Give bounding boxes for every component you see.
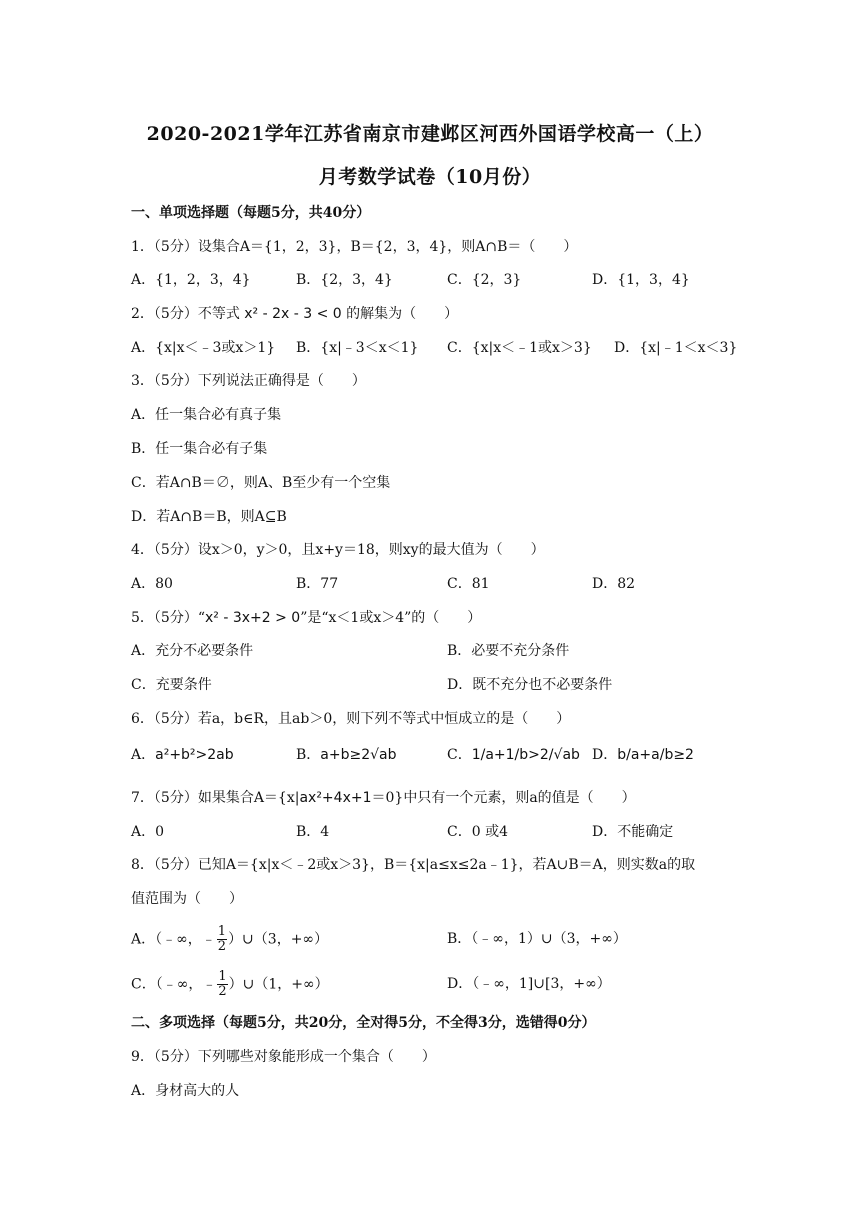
q1-option-c: C．{2，3} — [447, 272, 522, 288]
q6-option-a-label: A． — [131, 747, 156, 763]
q9-option-a: A．身材高大的人 — [131, 1083, 240, 1099]
q8-stem: 8．（5分）已知A＝{x|x＜﹣2或x＞3}，B＝{x|a≤x≤2a﹣1}，若A∪B＝A，则实数a的取 — [131, 857, 696, 873]
q7-stem-post: ＝0}中只有一个元素，则a的值是（ ） — [371, 790, 636, 806]
q1-option-d: D．{1，3，4} — [592, 272, 690, 288]
q4-option-c: C．81 — [447, 576, 490, 592]
q8-option-c — [131, 970, 329, 999]
q3-option-b: B．任一集合必有子集 — [131, 441, 268, 457]
q7-option-b: B．4 — [296, 824, 330, 840]
q8-option-d: D．（﹣∞，1]∪[3，+∞） — [447, 976, 611, 992]
q5-option-b: B．必要不充分条件 — [447, 643, 570, 659]
q8-option-a-num: 1 — [217, 924, 227, 939]
q7-stem — [131, 788, 636, 808]
q8-option-a-fraction — [217, 925, 227, 954]
q5-stem — [131, 608, 481, 628]
q6-option-c-label: C． — [447, 747, 472, 763]
q2-option-c: C．{x|x＜﹣1或x＞3} — [447, 340, 592, 356]
q6-option-d — [592, 745, 694, 765]
q8-option-c-num: 1 — [218, 969, 227, 984]
section-single-choice: 一、单项选择题（每题5分，共40分） — [131, 205, 371, 221]
q8-option-c-post: ）∪（1，+∞） — [228, 976, 329, 993]
q2-stem — [131, 304, 458, 324]
q8-option-a-den: 2 — [217, 939, 227, 954]
q8-stem-continued: 值范围为（ ） — [131, 891, 243, 907]
q3-option-d: D．若A∩B＝B，则A⊆B — [131, 509, 287, 525]
q8-option-b: B．（﹣∞，1）∪（3，+∞） — [447, 931, 627, 947]
q2-inequality: x² - 2x - 3 < 0 — [244, 306, 342, 322]
q7-expression: ax²+4x+1 — [299, 790, 372, 806]
q2-option-a: A．{x|x＜﹣3或x＞1} — [131, 340, 276, 356]
q2-option-b: B．{x|﹣3＜x＜1} — [296, 340, 419, 356]
exam-title-line2: 月考数学试卷（10月份） — [318, 166, 542, 188]
q6-option-c — [447, 745, 580, 765]
q5-inequality: x² - 3x+2 > 0 — [204, 610, 301, 626]
q7-option-a: A．0 — [131, 824, 165, 840]
q5-option-a: A．充分不必要条件 — [131, 643, 254, 659]
q4-option-a: A．80 — [131, 576, 173, 592]
q8-option-a — [131, 925, 328, 954]
q8-option-c-den: 2 — [218, 984, 227, 999]
q1-stem: 1．（5分）设集合A＝{1，2，3}，B＝{2，3，4}，则A∩B＝（ ） — [131, 239, 578, 255]
q7-stem-pre: 7．（5分）如果集合A＝{x| — [131, 790, 300, 806]
q3-option-c: C．若A∩B＝∅，则A、B至少有一个空集 — [131, 475, 391, 491]
q8-option-c-pre: C．（﹣∞，﹣ — [131, 976, 217, 993]
q6-option-a-expr: a²+b²>2ab — [155, 747, 234, 763]
q1-option-a: A．{1，2，3，4} — [131, 272, 251, 288]
q6-option-d-expr: b/a+a/b≥2 — [617, 747, 694, 763]
q6-stem: 6．（5分）若a，b∈R，且ab＞0，则下列不等式中恒成立的是（ ） — [131, 711, 571, 727]
q6-option-b-label: B． — [296, 747, 321, 763]
q9-stem: 9．（5分）下列哪些对象能形成一个集合（ ） — [131, 1049, 436, 1065]
q1-option-b: B．{2，3，4} — [296, 272, 393, 288]
q6-option-c-expr: 1/a+1/b>2/√ab — [471, 747, 580, 763]
q3-stem: 3．（5分）下列说法正确得是（ ） — [131, 373, 366, 389]
q5-stem-post: ”是“x＜1或x＞4”的（ ） — [300, 610, 482, 626]
q4-stem: 4．（5分）设x＞0，y＞0，且x+y＝18，则xy的最大值为（ ） — [131, 542, 545, 558]
q7-option-c: C．0 或4 — [447, 824, 508, 840]
q4-option-b: B．77 — [296, 576, 339, 592]
q8-option-a-post: ）∪（3，+∞） — [228, 931, 329, 948]
q2-option-d: D．{x|﹣1＜x＜3} — [614, 340, 738, 356]
q5-stem-pre: 5．（5分）“ — [131, 610, 205, 626]
q4-option-d: D．82 — [592, 576, 636, 592]
q5-option-d: D．既不充分也不必要条件 — [447, 677, 613, 693]
q6-option-d-label: D． — [592, 747, 618, 763]
q3-option-a: A．任一集合必有真子集 — [131, 407, 282, 423]
q7-option-d: D．不能确定 — [592, 824, 674, 840]
exam-title-line1: 2020-2021学年江苏省南京市建邺区河西外国语学校高一（上） — [146, 123, 714, 145]
q6-option-b-expr: a+b≥2√ab — [320, 747, 397, 763]
q6-option-b — [296, 745, 397, 765]
q2-stem-post: 的解集为（ ） — [341, 306, 459, 322]
q2-stem-pre: 2．（5分）不等式 — [131, 306, 245, 322]
q8-option-a-pre: A．（﹣∞，﹣ — [131, 931, 216, 948]
q8-option-c-fraction — [217, 970, 227, 999]
q5-option-c: C．充要条件 — [131, 677, 212, 693]
section-multiple-choice: 二、多项选择（每题5分，共20分，全对得5分，不全得3分，选错得0分） — [131, 1015, 596, 1031]
q6-option-a — [131, 745, 234, 765]
